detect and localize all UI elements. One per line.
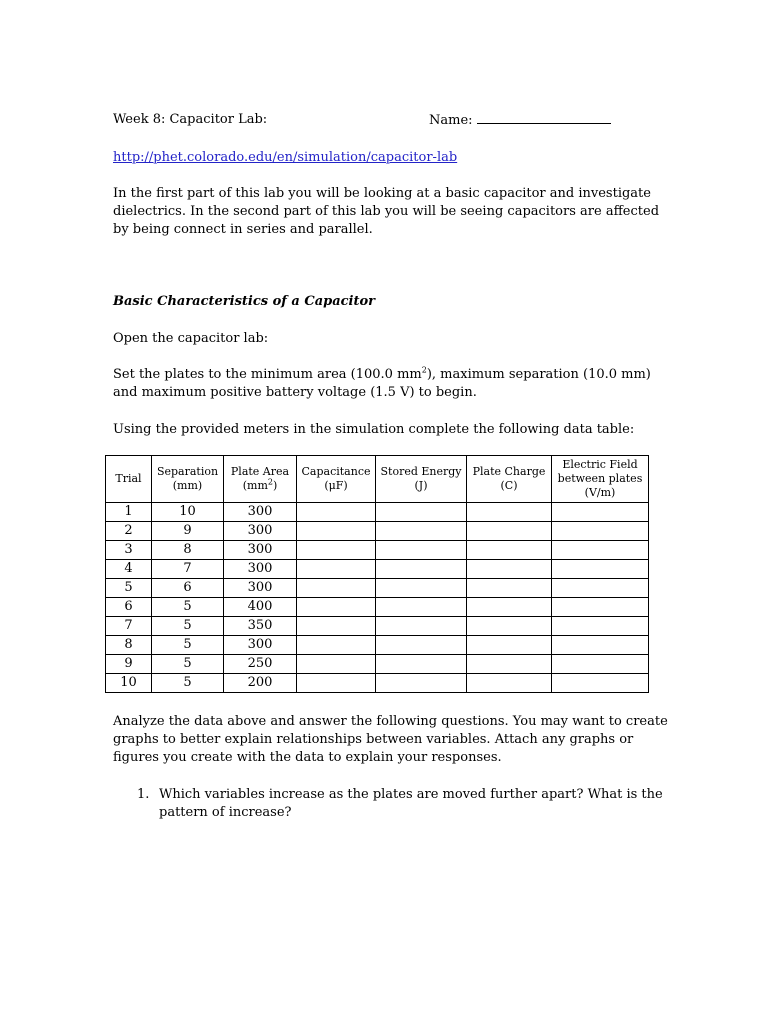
cell-plate-area: 350 — [224, 617, 297, 636]
header-capacitance-unit: (μF) — [324, 479, 348, 492]
cell-plate-area: 300 — [224, 636, 297, 655]
page-title: Week 8: Capacitor Lab: — [113, 112, 268, 127]
header-plate-charge-label: Plate Charge — [472, 465, 546, 478]
analysis-line-3: figures you create with the data to explain your responses. — [113, 750, 502, 765]
cell-stored-energy[interactable] — [376, 579, 467, 598]
section-title: Basic Characteristics of a Capacitor — [113, 294, 376, 309]
cell-separation: 5 — [152, 636, 224, 655]
cell-trial: 3 — [106, 541, 152, 560]
cell-electric-field[interactable] — [552, 503, 649, 522]
cell-trial: 5 — [106, 579, 152, 598]
question-1-number: 1. — [137, 787, 150, 802]
document-page — [113, 0, 673, 1024]
cell-capacitance[interactable] — [297, 598, 376, 617]
cell-capacitance[interactable] — [297, 636, 376, 655]
cell-separation: 8 — [152, 541, 224, 560]
cell-stored-energy[interactable] — [376, 674, 467, 693]
header-plate-area-unit: (mm — [242, 479, 268, 492]
table-row — [106, 541, 649, 560]
cell-trial: 1 — [106, 503, 152, 522]
cell-capacitance[interactable] — [297, 560, 376, 579]
cell-plate-charge[interactable] — [467, 522, 552, 541]
cell-plate-charge[interactable] — [467, 674, 552, 693]
header-trial-label: Trial — [115, 472, 142, 485]
cell-separation: 5 — [152, 598, 224, 617]
cell-capacitance[interactable] — [297, 503, 376, 522]
cell-stored-energy[interactable] — [376, 655, 467, 674]
intro-line-1: In the first part of this lab you will be looking at a basic capacitor and investigate — [113, 186, 651, 201]
cell-trial: 8 — [106, 636, 152, 655]
data-table — [105, 455, 649, 693]
cell-plate-area: 200 — [224, 674, 297, 693]
simulation-link[interactable] — [113, 149, 457, 167]
setup-line-1-before: Set the plates to the minimum area (100.0 mm — [113, 367, 422, 382]
cell-electric-field[interactable] — [552, 674, 649, 693]
cell-plate-area: 300 — [224, 579, 297, 598]
cell-electric-field[interactable] — [552, 579, 649, 598]
header-plate-area — [224, 456, 297, 503]
cell-plate-charge[interactable] — [467, 598, 552, 617]
cell-electric-field[interactable] — [552, 522, 649, 541]
cell-stored-energy[interactable] — [376, 598, 467, 617]
table-row — [106, 674, 649, 693]
cell-electric-field[interactable] — [552, 636, 649, 655]
cell-stored-energy[interactable] — [376, 522, 467, 541]
header-separation-unit: (mm) — [172, 479, 203, 492]
analysis-line-1: Analyze the data above and answer the following questions. You may want to create — [113, 714, 668, 729]
cell-plate-charge[interactable] — [467, 503, 552, 522]
intro-line-3: by being connect in series and parallel. — [113, 222, 373, 237]
cell-electric-field[interactable] — [552, 655, 649, 674]
header-electric-field-label-2: between plates — [557, 472, 643, 485]
cell-electric-field[interactable] — [552, 598, 649, 617]
table-row — [106, 579, 649, 598]
cell-stored-energy[interactable] — [376, 541, 467, 560]
intro-line-2: dielectrics. In the second part of this lab you will be seeing capacitors are affected — [113, 204, 660, 219]
cell-capacitance[interactable] — [297, 541, 376, 560]
cell-separation: 9 — [152, 522, 224, 541]
cell-plate-charge[interactable] — [467, 617, 552, 636]
cell-plate-charge[interactable] — [467, 541, 552, 560]
table-row — [106, 655, 649, 674]
cell-capacitance[interactable] — [297, 579, 376, 598]
header-separation-label: Separation — [156, 465, 219, 478]
cell-electric-field[interactable] — [552, 560, 649, 579]
header-stored-energy-label: Stored Energy — [380, 465, 462, 478]
table-row — [106, 503, 649, 522]
simulation-link-text[interactable]: http://phet.colorado.edu/en/simulation/capacitor-lab — [113, 150, 458, 165]
cell-stored-energy[interactable] — [376, 560, 467, 579]
header-electric-field-unit: (V/m) — [584, 486, 616, 499]
cell-plate-area: 400 — [224, 598, 297, 617]
open-instruction: Open the capacitor lab: — [113, 331, 269, 346]
name-label: Name: — [429, 113, 473, 128]
header-capacitance-label: Capacitance — [301, 465, 371, 478]
cell-trial: 10 — [106, 674, 152, 693]
header-stored-energy — [376, 456, 467, 503]
header-trial — [106, 456, 152, 503]
cell-capacitance[interactable] — [297, 617, 376, 636]
header-plate-area-label: Plate Area — [230, 465, 290, 478]
cell-trial: 6 — [106, 598, 152, 617]
cell-separation: 10 — [152, 503, 224, 522]
table-header-row — [106, 456, 649, 503]
header-electric-field-label: Electric Field — [562, 458, 638, 471]
table-row — [106, 522, 649, 541]
cell-plate-area: 250 — [224, 655, 297, 674]
cell-plate-charge[interactable] — [467, 560, 552, 579]
cell-stored-energy[interactable] — [376, 503, 467, 522]
table-body — [106, 503, 649, 693]
cell-plate-area: 300 — [224, 560, 297, 579]
header-separation — [152, 456, 224, 503]
table-row — [106, 560, 649, 579]
table-row — [106, 598, 649, 617]
cell-plate-area: 300 — [224, 503, 297, 522]
setup-line-1 — [113, 366, 651, 384]
setup-superscript: 2 — [421, 365, 427, 375]
cell-plate-charge[interactable] — [467, 636, 552, 655]
cell-trial: 4 — [106, 560, 152, 579]
header-plate-charge-unit: (C) — [500, 479, 518, 492]
cell-stored-energy[interactable] — [376, 617, 467, 636]
table-row — [106, 617, 649, 636]
cell-electric-field[interactable] — [552, 541, 649, 560]
cell-stored-energy[interactable] — [376, 636, 467, 655]
cell-plate-area: 300 — [224, 522, 297, 541]
cell-capacitance[interactable] — [297, 674, 376, 693]
cell-capacitance[interactable] — [297, 655, 376, 674]
header-electric-field — [552, 456, 649, 503]
name-field[interactable] — [429, 111, 611, 130]
analysis-line-2: graphs to better explain relationships between variables. Attach any graphs or — [113, 732, 634, 747]
cell-electric-field[interactable] — [552, 617, 649, 636]
header-plate-charge — [467, 456, 552, 503]
setup-line-1-after: ), maximum separation (10.0 mm) — [426, 367, 651, 382]
cell-separation: 5 — [152, 617, 224, 636]
header-capacitance — [297, 456, 376, 503]
question-1-line-2: pattern of increase? — [159, 805, 292, 820]
cell-plate-charge[interactable] — [467, 579, 552, 598]
question-1-line-1: Which variables increase as the plates are moved further apart? What is the — [159, 787, 663, 802]
cell-trial: 9 — [106, 655, 152, 674]
header-stored-energy-unit: (J) — [414, 479, 428, 492]
cell-separation: 5 — [152, 674, 224, 693]
cell-trial: 7 — [106, 617, 152, 636]
setup-line-2: and maximum positive battery voltage (1.5 V) to begin. — [113, 385, 477, 400]
cell-separation: 6 — [152, 579, 224, 598]
header-plate-area-sup: 2 — [267, 477, 273, 487]
cell-capacitance[interactable] — [297, 522, 376, 541]
header-plate-area-unit-end: ) — [272, 479, 278, 492]
cell-plate-area: 300 — [224, 541, 297, 560]
cell-separation: 5 — [152, 655, 224, 674]
cell-plate-charge[interactable] — [467, 655, 552, 674]
table-instruction: Using the provided meters in the simulation complete the following data table: — [113, 422, 635, 437]
cell-separation: 7 — [152, 560, 224, 579]
table-row — [106, 636, 649, 655]
cell-trial: 2 — [106, 522, 152, 541]
name-blank-line[interactable] — [477, 111, 611, 124]
